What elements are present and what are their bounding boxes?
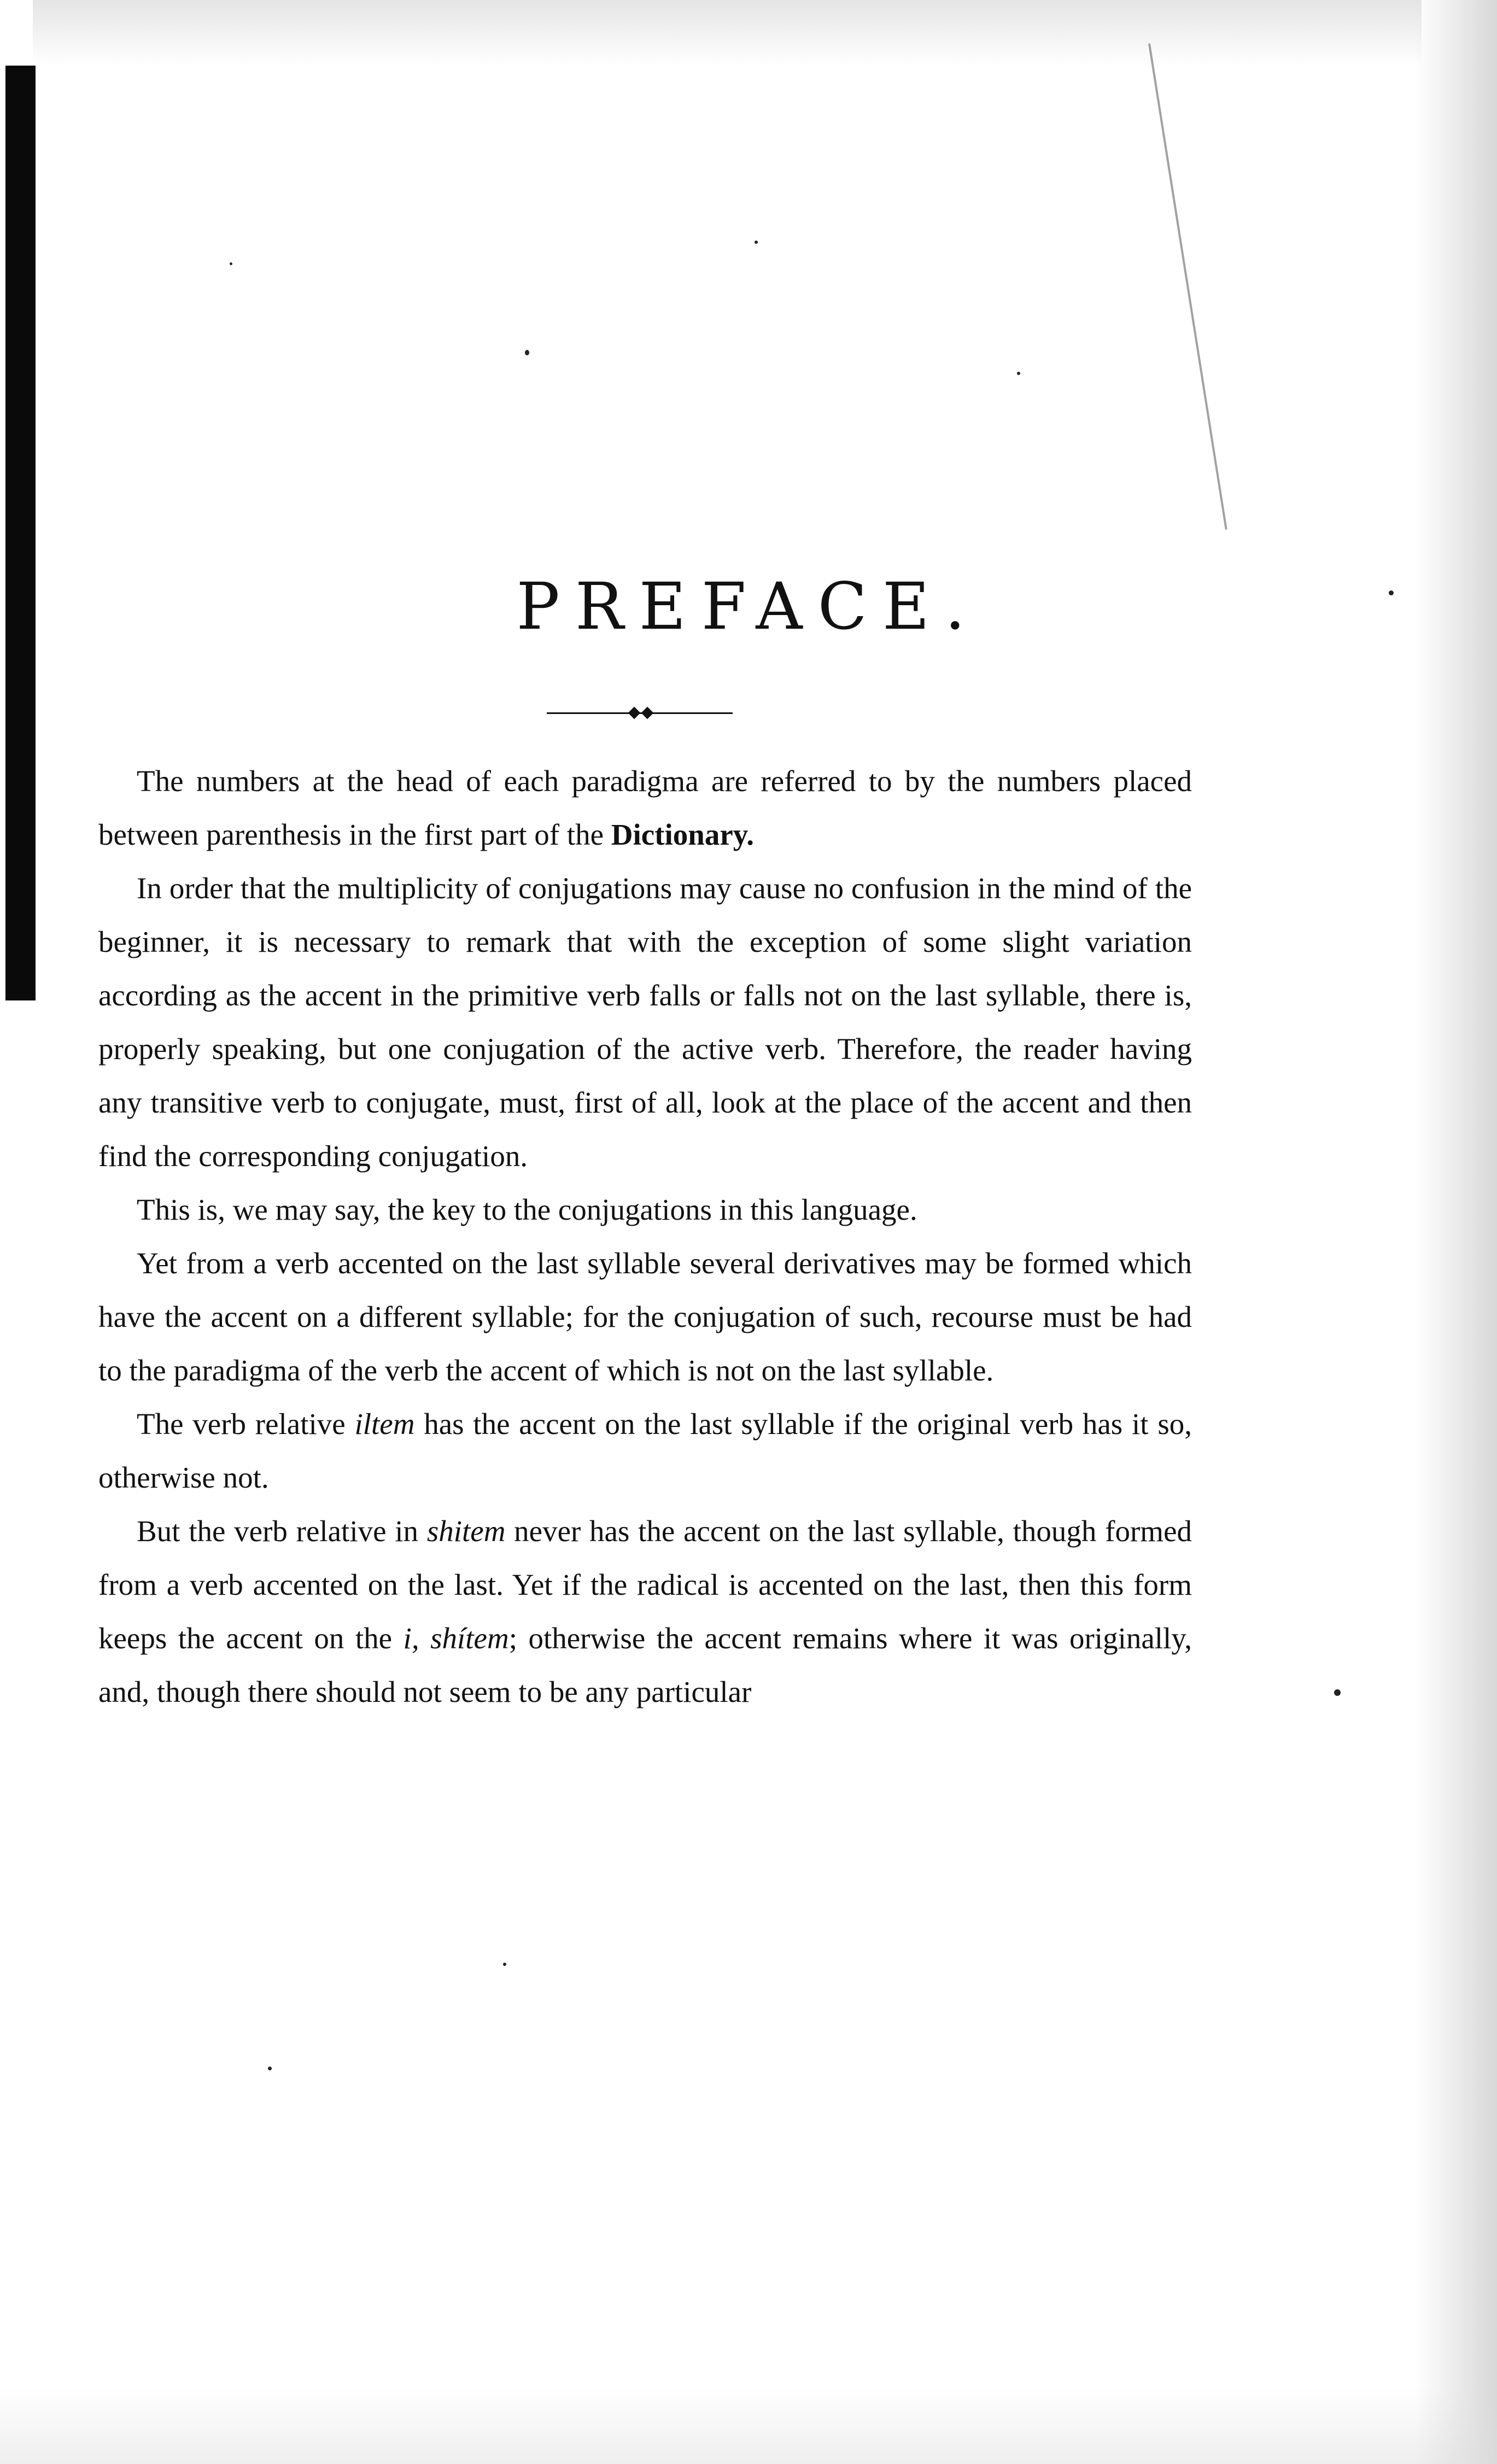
paragraph-5-text-a: The verb relative bbox=[137, 1407, 355, 1441]
ink-speck bbox=[755, 241, 758, 244]
ink-speck bbox=[503, 1963, 506, 1966]
binding-shadow-bar bbox=[5, 66, 36, 1000]
paragraph-3: This is, we may say, the key to the conjugations in this language. bbox=[137, 1193, 917, 1226]
paragraph-5-text-b: has the accent on the last syllable if the original verb has it so, otherwise not. bbox=[98, 1407, 1192, 1494]
ink-speck bbox=[1334, 1689, 1341, 1696]
preface-body bbox=[98, 754, 1192, 1719]
paragraph-4: Yet from a verb accented on the last syllable several derivatives may be formed which have the accent on a different syllable; for the conjugation of such, recourse must be had to the paradigma of the verb the accent of which is not on the last syllable. bbox=[98, 1246, 1192, 1387]
term-shitem: shitem bbox=[426, 1514, 506, 1548]
ink-speck bbox=[525, 350, 529, 355]
ink-speck bbox=[1017, 372, 1020, 375]
paragraph-6-text-c: ; otherwise the accent remains where it was originally, and, though there should not seem to be any particular bbox=[98, 1622, 1192, 1708]
paragraph-2: In order that the multiplicity of conjugations may cause no confusion in the mind of the beginner, it is necessary to remark that with the exception of some slight variation according as the accent in the primitive verb falls or falls not on the last syllable, there is, properly speaking, but one conjugation of the active verb. Therefore, the reader having any transitive verb to conjugate, must, first of all, look at the place of the accent and then find the corresponding conjugation. bbox=[98, 871, 1192, 1173]
page-title: PREFACE. bbox=[516, 569, 981, 644]
term-i-shitem: i, shítem bbox=[403, 1622, 509, 1655]
pencil-mark bbox=[1148, 43, 1227, 530]
paragraph-5 bbox=[98, 1397, 1192, 1505]
ink-speck bbox=[230, 262, 232, 265]
scan-shadow-bottom bbox=[0, 2387, 1497, 2464]
ornament-diamond bbox=[628, 707, 641, 719]
paragraph-1 bbox=[98, 754, 1192, 862]
scan-shadow-right bbox=[1415, 0, 1497, 2464]
scan-shadow-top bbox=[33, 0, 1422, 66]
paragraph-6-text-a: But the verb relative in bbox=[137, 1514, 427, 1548]
paragraph-1-text: The numbers at the head of each paradigma are referred to by the numbers placed between parenthesis in the first part of the bbox=[98, 764, 1192, 851]
paragraph-6-text-b: never has the accent on the last syllable, though formed from a verb accented on the last. Yet if the radical is accented on the last, then this form keeps the accent on the bbox=[98, 1514, 1192, 1655]
ornament-diamond bbox=[641, 707, 654, 719]
dictionary-term: Dictionary. bbox=[611, 818, 754, 851]
paragraph-6 bbox=[98, 1505, 1192, 1719]
title-ornament-rule bbox=[547, 706, 733, 719]
ink-speck bbox=[268, 2067, 272, 2070]
term-iltem: iltem bbox=[354, 1407, 415, 1441]
